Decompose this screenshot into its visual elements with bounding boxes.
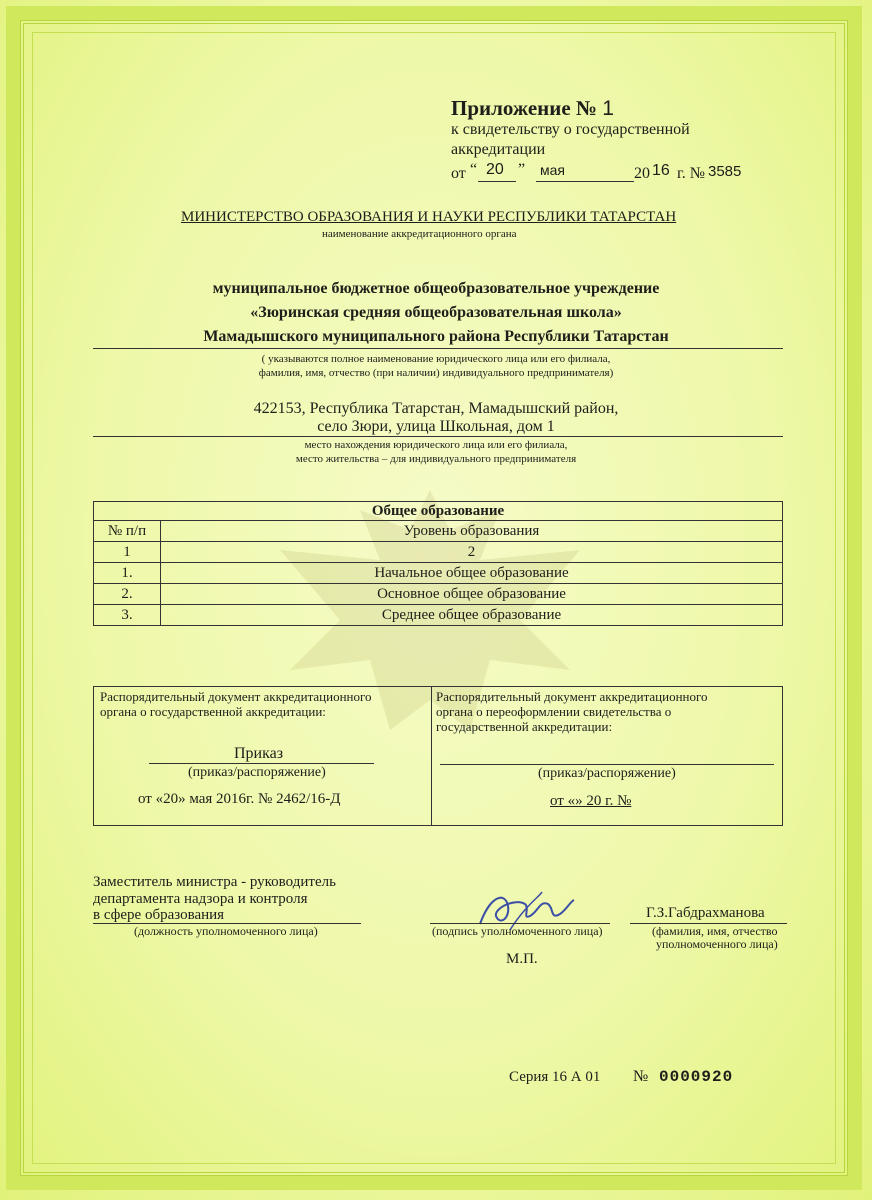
organization-line3: Мамадышского муниципального района Республики Татарстан (203, 328, 669, 345)
row-number: 1. (94, 563, 161, 584)
col-number-index: 1 (94, 542, 161, 563)
table-title: Общее образование (94, 502, 783, 521)
right-heading3: государственной аккредитации: (436, 719, 613, 734)
row-level: Начальное общее образование (161, 563, 783, 584)
date-year-suffix: г. № (677, 165, 706, 182)
left-heading2: органа о государственной аккредитации: (100, 704, 326, 719)
authority-name: МИНИСТЕРСТВО ОБРАЗОВАНИЯ И НАУКИ РЕСПУБЛИКИ ТАТАРСТАН (181, 209, 677, 225)
appendix-line1: к свидетельству о государственной (451, 121, 690, 138)
signatory-position3: в сфере образования (93, 907, 225, 923)
right-heading1: Распорядительный документ аккредитационного (436, 689, 708, 704)
left-doc-type-line (149, 763, 374, 764)
appendix-title-text: Приложение № (451, 96, 598, 120)
row-number: 3. (94, 605, 161, 626)
organization-line2: «Зюринская средняя общеобразовательная школа» (250, 304, 622, 321)
signatory-position2: департамента надзора и контроля (93, 891, 308, 907)
organization-line1: муниципальное бюджетное общеобразовательное учреждение (212, 280, 660, 297)
right-order-date: от «» 20 г. № (550, 793, 632, 809)
signatory-name: Г.З.Габдрахманова (646, 905, 765, 921)
right-caption: (приказ/распоряжение) (538, 766, 676, 781)
date-day: 20 (486, 161, 504, 178)
date-year-prefix: 20 (634, 165, 650, 182)
stamp-label: М.П. (506, 951, 538, 967)
right-heading2: органа о переоформлении свидетельства о (436, 704, 672, 719)
organization-underline (93, 348, 783, 349)
orders-box-divider (431, 687, 432, 825)
date-open-quote: “ (470, 161, 478, 178)
table-row (94, 563, 783, 584)
date-day-line (478, 181, 516, 182)
address-caption2: место жительства – для индивидуального предпринимателя (295, 453, 577, 465)
series-number-label: № (633, 1068, 649, 1085)
right-doc-type-line (440, 764, 774, 765)
series-number: 0000920 (659, 1068, 734, 1086)
signatory-position1: Заместитель министра - руководитель (93, 874, 336, 890)
address-underline (93, 436, 783, 437)
signature-caption: (подпись уполномоченного лица) (432, 924, 603, 938)
left-heading1: Распорядительный документ аккредитационного (100, 689, 372, 704)
table-title-row (94, 502, 783, 521)
date-year: 16 (652, 162, 670, 179)
position-caption: (должность уполномоченного лица) (134, 924, 318, 938)
name-caption2: уполномоченного лица) (656, 937, 778, 951)
orders-box (93, 686, 783, 826)
appendix-title (451, 96, 614, 121)
row-level: Основное общее образование (161, 584, 783, 605)
organization-caption1: ( указываются полное наименование юридического лица или его филиала, (261, 353, 611, 365)
date-month: мая (540, 162, 565, 178)
left-caption: (приказ/распоряжение) (188, 765, 326, 780)
date-close-quote: ” (518, 161, 526, 178)
address-line2: село Зюри, улица Школьная, дом 1 (317, 418, 555, 435)
appendix-number: 1 (602, 97, 614, 120)
row-number: 2. (94, 584, 161, 605)
certificate-number: 3585 (708, 163, 742, 180)
date-from-label: от (451, 165, 466, 182)
col-level-header: Уровень образования (161, 521, 783, 542)
col-number-header: № п/п (94, 521, 161, 542)
education-levels-table (93, 501, 783, 626)
left-order-date: от «20» мая 2016г. № 2462/16-Д (138, 791, 341, 807)
table-row (94, 584, 783, 605)
table-header-row (94, 521, 783, 542)
date-month-line (536, 181, 634, 182)
organization-caption2: фамилия, имя, отчество (при наличии) индивидуального предпринимателя) (258, 367, 614, 379)
address-line1: 422153, Республика Татарстан, Мамадышский район, (253, 400, 619, 417)
appendix-line2: аккредитации (451, 141, 546, 158)
col-level-index: 2 (161, 542, 783, 563)
address-caption1: место нахождения юридического лица или его филиала, (304, 439, 568, 451)
series-label: Серия 16 А 01 (509, 1069, 601, 1085)
row-level: Среднее общее образование (161, 605, 783, 626)
authority-caption: наименование аккредитационного органа (322, 228, 517, 240)
name-caption1: (фамилия, имя, отчество (652, 924, 778, 938)
left-doc-type: Приказ (234, 745, 284, 762)
table-index-row (94, 542, 783, 563)
table-row (94, 605, 783, 626)
